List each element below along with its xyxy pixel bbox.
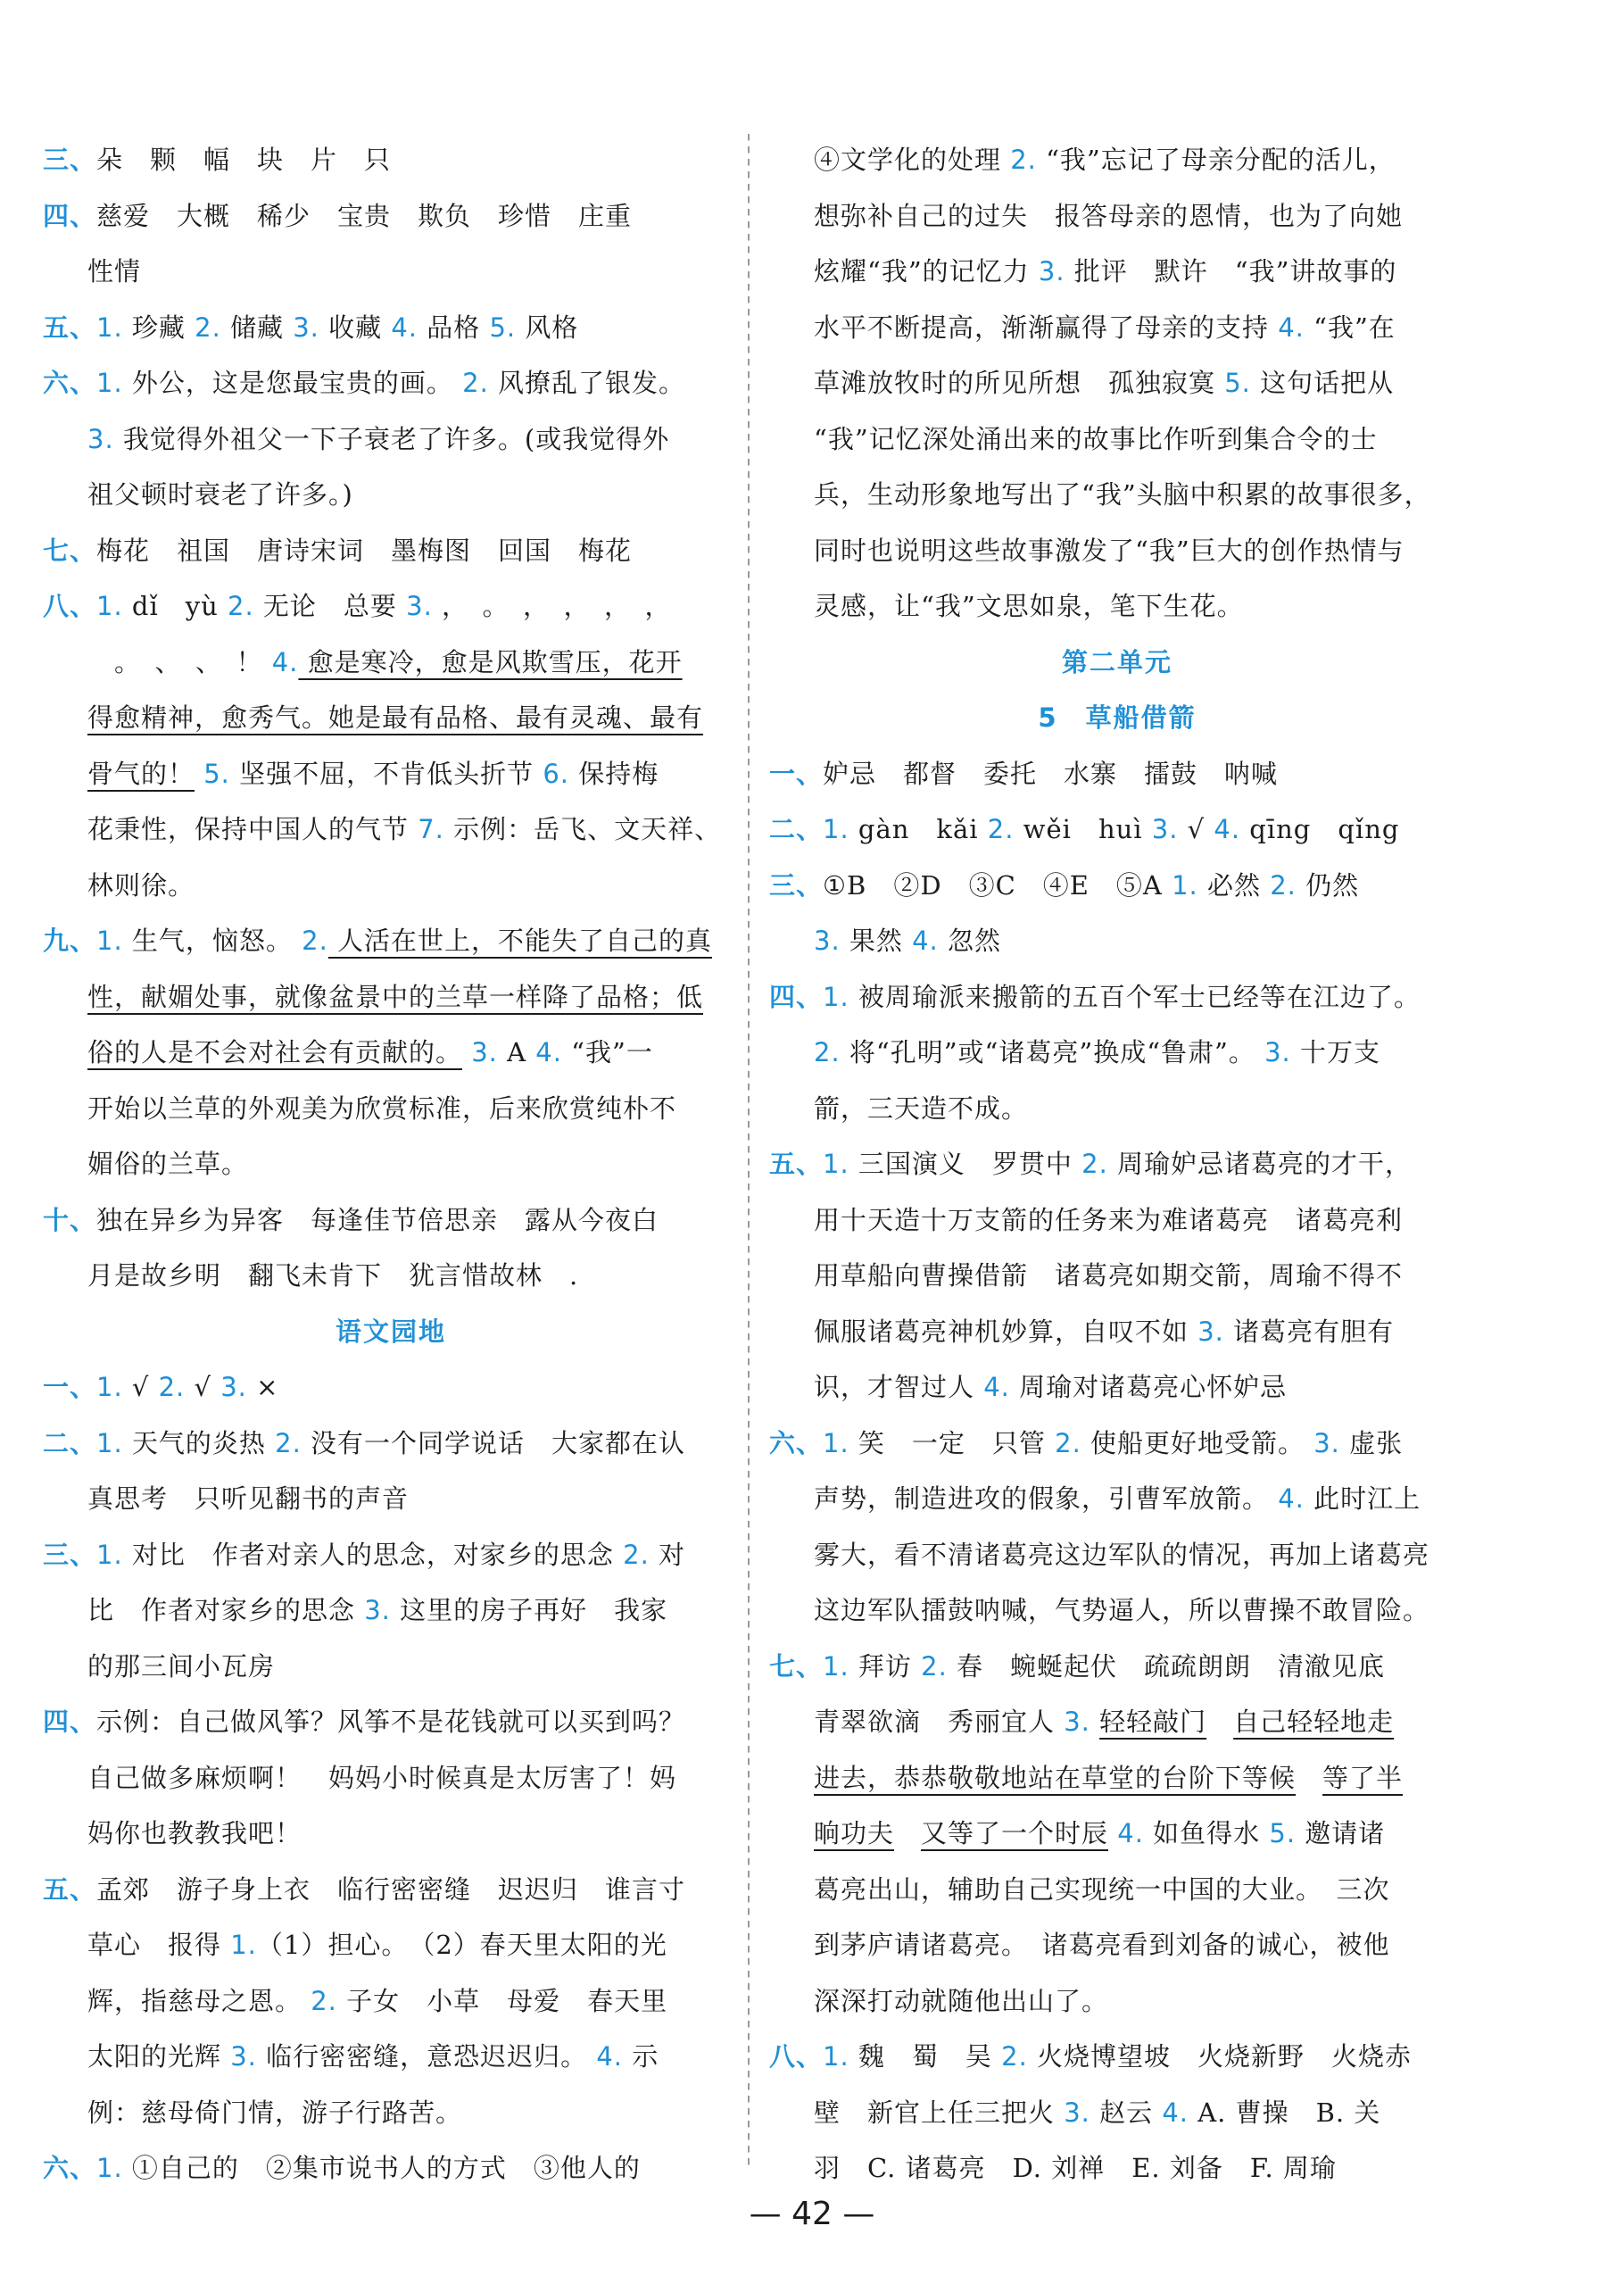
section-marker: 三、 [43, 145, 97, 175]
item-number: 3. [1151, 814, 1179, 844]
answer-text: 用十天造十万支箭的任务来为难诸葛亮 诸葛亮利 [814, 1204, 1404, 1235]
item-number: 7. [418, 814, 444, 844]
answer-text: 此时江上 [1304, 1483, 1421, 1514]
item-number: 3. [1064, 2097, 1090, 2128]
answer-text: 进去，恭恭敬敬地站在草堂的台阶下等候 [814, 1762, 1297, 1793]
answer-line [43, 858, 739, 914]
answer-line [769, 188, 1465, 245]
item-number: 4. [1117, 1818, 1144, 1848]
section-marker: 八、 [769, 2041, 824, 2072]
section-marker: 七、 [769, 1650, 824, 1682]
answer-text: 赵云 [1090, 2097, 1163, 2128]
answer-text: 炫耀“我”的记忆力 [814, 256, 1039, 287]
answer-text: 如鱼得水 [1143, 1818, 1270, 1848]
item-number: 2. [275, 1427, 302, 1458]
answer-text: × [246, 1372, 279, 1402]
item-number: 4. [1214, 814, 1241, 844]
item-number: 2. [921, 1650, 948, 1682]
answer-line [769, 1806, 1465, 1862]
answer-text [462, 1037, 471, 1067]
answer-line [43, 1025, 739, 1081]
item-number: 1. [1172, 869, 1198, 901]
answer-text: 花秉性，保持中国人的气节 [87, 814, 418, 844]
right-column [769, 132, 1465, 2197]
answer-text: 坚强不屈，不肯低头折节 [229, 758, 543, 789]
answer-text: √ [1178, 814, 1214, 844]
answer-line [43, 1694, 739, 1750]
section-marker: 二、 [43, 1427, 97, 1458]
answer-line [43, 1081, 739, 1137]
answer-line [43, 746, 739, 802]
answer-line [43, 1248, 739, 1304]
answer-text: wěi huì [1014, 814, 1152, 844]
item-number: 2. [814, 1037, 841, 1067]
answer-line [769, 1248, 1465, 1304]
answer-text: 品格 [418, 311, 490, 343]
answer-line [769, 244, 1465, 300]
answer-text: 俗的人是不会对社会有贡献的。 [87, 1037, 463, 1067]
answer-line [769, 1081, 1465, 1137]
answer-line [43, 635, 739, 691]
item-number: 3. [364, 1595, 391, 1625]
item-number: 1. [823, 2041, 849, 2072]
item-number: 3. [1038, 256, 1065, 287]
answer-line [769, 1416, 1465, 1472]
answer-text: （1）担心。 （2）春天里太阳的光 [256, 1930, 667, 1960]
answer-line [769, 1527, 1465, 1583]
answer-text: 收藏 [319, 311, 392, 343]
answer-text: 晌功夫 [814, 1818, 895, 1848]
answer-line [43, 1527, 739, 1583]
answer-text: 虚张 [1339, 1427, 1404, 1458]
answer-text: 媚俗的兰草。 [87, 1149, 249, 1179]
answer-text [1206, 1707, 1233, 1737]
answer-text: 笑 一定 只管 [849, 1427, 1056, 1458]
item-number: 2. [195, 311, 221, 343]
item-number: 1. [96, 368, 123, 398]
item-number: 3. [1197, 1316, 1224, 1347]
answer-text: 风格 [516, 311, 579, 343]
answer-text: 草心 报得 [87, 1930, 231, 1960]
item-number: 2. [1010, 145, 1037, 175]
item-number: 6. [543, 758, 570, 789]
item-number: 2. [1270, 869, 1297, 901]
item-number: 4. [1278, 311, 1305, 343]
answer-text: 无论 总要 [253, 591, 407, 621]
section-marker: 五、 [43, 1873, 97, 1905]
item-number: 3. [1313, 1427, 1340, 1458]
section-marker: 六、 [769, 1427, 824, 1458]
answer-text: 例：慈母倚门情，游子行路苦。 [87, 2097, 463, 2128]
answer-text: 我觉得外祖父一下子衰老了许多。(或我觉得外 [113, 423, 670, 454]
answer-line [769, 411, 1465, 468]
answer-line [769, 858, 1465, 914]
item-number: 3. [87, 423, 114, 454]
answer-line [769, 1025, 1465, 1081]
answer-text: qīng qǐng [1240, 814, 1400, 844]
answer-text: 仍然 [1296, 869, 1360, 901]
answer-line [769, 746, 1465, 802]
answer-text: 识，才智过人 [814, 1372, 984, 1402]
answer-text: 人活在世上，不能失了自己的真 [327, 926, 713, 956]
item-number: 2. [623, 1539, 650, 1570]
answer-line [43, 467, 739, 523]
section-marker: 七、 [43, 535, 97, 566]
answer-line [769, 1192, 1465, 1249]
item-number: 5. [489, 311, 517, 343]
answer-line [769, 1136, 1465, 1192]
answer-text: 声势，制造进攻的假象，引曹军放箭。 [814, 1483, 1279, 1514]
answer-text: 开始以兰草的外观美为欣赏标准，后来欣赏纯朴不 [87, 1092, 677, 1124]
answer-text: 祖父顿时衰老了许多。) [87, 479, 353, 510]
answer-text: 示例：岳飞、文天祥、 [443, 814, 722, 844]
item-number: 4. [535, 1037, 562, 1067]
item-number: 2. [1055, 1427, 1081, 1458]
answer-line [769, 1862, 1465, 1918]
answer-text: 真思考 只听见翻书的声音 [87, 1483, 410, 1514]
section-marker: 九、 [43, 926, 97, 956]
answer-text: 独在异乡为异客 每逢佳节倍思亲 露从今夜白 [96, 1204, 659, 1235]
section-marker: 四、 [43, 1707, 97, 1737]
section-heading: 5 草船借箭 [1038, 702, 1197, 733]
item-number: 4. [912, 926, 939, 956]
answer-text: 轻轻敲门 [1099, 1707, 1207, 1737]
answer-text: 的那三间小瓦房 [87, 1650, 276, 1682]
answer-line [43, 1192, 739, 1249]
answer-text: √ [122, 1372, 159, 1402]
answer-text: 天气的炎热 [122, 1427, 276, 1458]
answer-line [43, 1806, 739, 1862]
answer-text: 雾大，看不清诸葛亮这边军队的情况，再加上诸葛亮 [814, 1539, 1430, 1570]
item-number: 2. [987, 814, 1015, 844]
answer-text: 想弥补自己的过失 报答母亲的恩情，也为了向她 [814, 200, 1404, 231]
item-number: 4. [391, 311, 418, 343]
answer-text: 比 作者对家乡的思念 [87, 1595, 365, 1625]
answer-line [43, 244, 739, 300]
item-number: 3. [406, 591, 433, 621]
section-heading: 第二单元 [1061, 646, 1172, 677]
answer-line [769, 1917, 1465, 1973]
answer-text: “我”在 [1304, 311, 1396, 343]
answer-text: 十万支 [1290, 1037, 1380, 1067]
answer-text: 草滩放牧时的所见所想 孤独寂寞 [814, 368, 1225, 398]
answer-text: 没有一个同学说话 大家都在认 [301, 1427, 686, 1458]
answer-text: 葛亮出山，辅助自己实现统一中国的大业。 三次 [814, 1873, 1390, 1905]
answer-text: ①自己的 ②集市说书人的方式 ③他人的 [122, 2153, 641, 2183]
section-marker: 一、 [769, 758, 824, 789]
item-number: 2. [1081, 1149, 1108, 1179]
answer-text: 壁 新官上任三把火 [814, 2097, 1065, 2128]
answer-line [43, 1471, 739, 1527]
answer-text: 生气，恼怒。 [122, 926, 302, 956]
item-number: 3. [230, 2041, 257, 2072]
answer-text: 慈爱 大概 稀少 宝贵 欺负 珍惜 庄重 [96, 200, 633, 231]
answer-line [769, 578, 1465, 635]
answer-text: 示例：自己做风筝？风筝不是花钱就可以买到吗？ [96, 1707, 686, 1737]
answer-text [1090, 1707, 1099, 1737]
answer-line [769, 801, 1465, 858]
answer-line [43, 1582, 739, 1639]
answer-text: 。 、 、 ！ [87, 646, 272, 677]
answer-text: 箭，三天造不成。 [814, 1092, 1029, 1124]
item-number: 3. [293, 311, 319, 343]
answer-text: 诸葛亮有胆有 [1223, 1316, 1395, 1347]
answer-line [769, 523, 1465, 579]
answer-text: 魏 蜀 吴 [849, 2041, 1002, 2072]
answer-line [43, 1416, 739, 1472]
answer-line [43, 969, 739, 1026]
item-number: 3. [471, 1037, 498, 1067]
item-number: 2. [302, 926, 328, 956]
answer-line [43, 188, 739, 245]
answer-line [43, 1862, 739, 1918]
answer-text: 梅花 祖国 唐诗宋词 墨梅图 回国 梅花 [96, 535, 633, 566]
answer-text: 性情 [87, 256, 142, 287]
answer-text: 自己轻轻地走 [1233, 1707, 1395, 1737]
item-number: 5. [1269, 1818, 1297, 1848]
item-number: 3. [1064, 1707, 1090, 1737]
item-number: 3. [814, 926, 841, 956]
answer-line [769, 913, 1465, 969]
answer-text: 骨气的！ [87, 758, 195, 789]
answer-text [1296, 1763, 1322, 1793]
answer-text: “我”记忆深处涌出来的故事比作听到集合令的士 [814, 423, 1378, 454]
section-marker: 三、 [769, 869, 824, 901]
answer-line [769, 1582, 1465, 1639]
answer-text: 三国演义 罗贯中 [849, 1149, 1082, 1179]
answer-line [43, 523, 739, 579]
answer-text: 储藏 [220, 311, 294, 343]
answer-text: 愈是寒冷，愈是风欺雪压，花开 [298, 646, 683, 677]
answer-text: 得愈精神，愈秀气。她是最有品格、最有灵魂、最有 [87, 702, 704, 733]
answer-text: 朵 颗 幅 块 片 只 [96, 145, 392, 175]
answer-text: 忽然 [938, 926, 1001, 956]
answer-text: 性，献媚处事，就像盆景中的兰草一样降了品格；低 [87, 981, 704, 1012]
answer-text: 邀请诸 [1296, 1818, 1386, 1848]
answer-text: 灵感，让“我”文思如泉，笔下生花。 [814, 591, 1244, 621]
answer-line [769, 132, 1465, 188]
item-number: 3. [1264, 1037, 1291, 1067]
answer-line [43, 1136, 739, 1192]
answer-line [769, 2085, 1465, 2141]
answer-text: 将“孔明”或“诸葛亮”换成“鲁肃”。 [840, 1037, 1265, 1067]
column-divider [748, 134, 750, 2169]
answer-line [769, 1359, 1465, 1416]
answer-text: 风撩乱了银发。 [488, 368, 686, 398]
answer-text: 保持梅 [569, 758, 659, 789]
answer-line [769, 1304, 1465, 1360]
answer-line [43, 300, 739, 356]
item-number: 1. [823, 1427, 849, 1458]
answer-line [43, 411, 739, 468]
answer-text: 自己做多麻烦啊！ 妈妈小时候真是太厉害了！妈 [87, 1762, 677, 1793]
answer-text: 被周瑜派来搬箭的五百个军士已经等在江边了。 [849, 981, 1421, 1012]
item-number: 1. [96, 591, 123, 621]
item-number: 3. [220, 1372, 247, 1402]
answer-line [769, 969, 1465, 1026]
answer-text: 示 [623, 2041, 659, 2072]
answer-text: 珍藏 [122, 311, 195, 343]
item-number: 4. [1162, 2097, 1189, 2128]
answer-line [769, 2140, 1465, 2197]
section-marker: 四、 [769, 981, 824, 1012]
answer-text: 拜访 [849, 1650, 922, 1682]
item-number: 2. [1001, 2041, 1028, 2072]
section-marker: 五、 [43, 311, 97, 343]
item-number: 1. [96, 311, 123, 343]
answer-text [1108, 1818, 1117, 1848]
answer-text: 到茅庐请诸葛亮。 诸葛亮看到刘备的诚心，被他 [814, 1930, 1390, 1960]
item-number: 1. [96, 926, 123, 956]
answer-line [769, 1750, 1465, 1806]
item-number: 4. [983, 1372, 1010, 1402]
answer-text: 春 蜿蜒起伏 疏疏朗朗 清澈见底 [947, 1650, 1386, 1682]
answer-text: 果然 [840, 926, 913, 956]
item-number: 1. [823, 814, 849, 844]
section-marker: 二、 [769, 814, 824, 844]
item-number: 4. [271, 646, 299, 677]
answer-text: ， 。 ， ， ， ， [432, 591, 672, 621]
answer-text [894, 1818, 921, 1848]
answer-text: 同时也说明这些故事激发了“我”巨大的创作热情与 [814, 535, 1404, 566]
left-column [43, 132, 739, 2197]
answer-line [43, 355, 739, 411]
answer-text: ④文学化的处理 [814, 145, 1011, 175]
answer-line [43, 1917, 739, 1973]
item-number: 1. [823, 981, 849, 1012]
answer-line [43, 1973, 739, 2030]
answer-text: A. 曹操 B. 关 [1189, 2097, 1381, 2128]
answer-line [43, 1639, 739, 1695]
answer-text: A [497, 1037, 536, 1067]
answer-line [769, 1973, 1465, 2030]
item-number: 1. [96, 2153, 123, 2183]
answer-line [769, 1639, 1465, 1695]
section-marker: 八、 [43, 591, 97, 621]
answer-text: 用草船向曹操借箭 诸葛亮如期交箭，周瑜不得不 [814, 1260, 1404, 1291]
answer-line [43, 1750, 739, 1806]
answer-text: 又等了一个时辰 [921, 1818, 1109, 1848]
answer-text: 周瑜妒忌诸葛亮的才干， [1107, 1149, 1413, 1179]
item-number: 4. [596, 2041, 623, 2072]
item-number: 1. [96, 1539, 123, 1570]
answer-line [769, 1471, 1465, 1527]
answer-text: 对比 作者对亲人的思念，对家乡的思念 [122, 1539, 624, 1570]
answer-text: 青翠欲滴 秀丽宜人 [814, 1707, 1065, 1737]
answer-text: 月是故乡明 翻飞未肯下 犹言惜故林 . [87, 1260, 579, 1291]
answer-text: 水平不断提高，渐渐赢得了母亲的支持 [814, 311, 1279, 343]
item-number: 4. [1278, 1483, 1305, 1514]
section-heading: 语文园地 [335, 1316, 446, 1347]
answer-text: 深深打动就随他出山了。 [814, 1985, 1109, 2016]
section-marker: 六、 [43, 2153, 97, 2183]
answer-text: 必然 [1197, 869, 1271, 901]
answer-text: 妒忌 都督 委托 水寨 擂鼓 呐喊 [823, 758, 1279, 789]
answer-text: 使船更好地受箭。 [1081, 1427, 1314, 1458]
answer-line [43, 2085, 739, 2141]
item-number: 1. [823, 1149, 849, 1179]
answer-text: 外公，这是您最宝贵的画。 [122, 368, 463, 398]
answer-text: 等了半 [1322, 1762, 1404, 1793]
item-number: 1. [96, 1427, 123, 1458]
answer-text: 临行密密缝，意恐迟迟归。 [256, 2041, 597, 2072]
answer-text: 对 [649, 1539, 686, 1570]
answer-text [195, 759, 203, 789]
answer-text: ①B ②D ③C ④E ⑤A [823, 869, 1172, 901]
answer-line [769, 1694, 1465, 1750]
answer-text: 妈你也教教我吧！ [87, 1818, 302, 1848]
answer-line [43, 690, 739, 746]
page-number: — 42 — [749, 2196, 875, 2232]
answer-text: 孟郊 游子身上衣 临行密密缝 迟迟归 谁言寸 [96, 1873, 686, 1905]
answer-line [769, 2029, 1465, 2085]
answer-line [769, 355, 1465, 411]
answer-line [43, 578, 739, 635]
item-number: 5. [1224, 368, 1251, 398]
answer-text: 太阳的光辉 [87, 2041, 231, 2072]
answer-text: 批评 默许 “我”讲故事的 [1065, 256, 1397, 287]
answer-text: 周瑜对诸葛亮心怀妒忌 [1009, 1372, 1288, 1402]
answer-text: 这边军队擂鼓呐喊，气势逼人，所以曹操不敢冒险。 [814, 1595, 1430, 1625]
section-marker: 五、 [769, 1149, 824, 1179]
item-number: 2. [311, 1985, 337, 2016]
answer-text: 火烧博望坡 火烧新野 火烧赤 [1027, 2041, 1413, 2072]
section-marker: 六、 [43, 368, 97, 398]
answer-text: 这句话把从 [1250, 368, 1395, 398]
item-number: 2. [158, 1372, 186, 1402]
answer-text: “我”一 [561, 1037, 653, 1067]
answer-text: 兵，生动形象地写出了“我”头脑中积累的故事很多， [814, 479, 1431, 510]
answer-text: 佩服诸葛亮神机妙算，自叹不如 [814, 1316, 1198, 1347]
section-marker: 一、 [43, 1372, 97, 1402]
answer-line [43, 2029, 739, 2085]
answer-text: 辉，指慈母之恩。 [87, 1985, 311, 2016]
answer-text: 羽 C. 诸葛亮 D. 刘禅 E. 刘备 F. 周瑜 [814, 2153, 1337, 2183]
answer-line [769, 300, 1465, 356]
answer-line [43, 801, 739, 858]
answer-text: dǐ yù [122, 591, 228, 621]
section-marker: 三、 [43, 1539, 97, 1570]
item-number: 2. [228, 591, 254, 621]
item-number: 2. [462, 368, 489, 398]
answer-line [43, 2140, 739, 2197]
item-number: 1. [230, 1930, 257, 1960]
section-marker: 四、 [43, 200, 97, 231]
section-marker: 十、 [43, 1204, 97, 1235]
answer-text: gàn kǎi [849, 814, 988, 844]
item-number: 5. [203, 758, 230, 789]
answer-text: 子女 小草 母爱 春天里 [336, 1985, 668, 2016]
answer-text: 这里的房子再好 我家 [390, 1595, 668, 1625]
answer-line [769, 467, 1465, 523]
item-number: 1. [823, 1650, 849, 1682]
item-number: 1. [96, 1372, 123, 1402]
answer-text: √ [185, 1372, 221, 1402]
answer-text: “我”忘记了母亲分配的活儿， [1036, 145, 1396, 175]
answer-line [43, 1359, 739, 1416]
answer-line [43, 132, 739, 188]
answer-line [43, 913, 739, 969]
answer-text: 林则徐。 [87, 869, 195, 901]
